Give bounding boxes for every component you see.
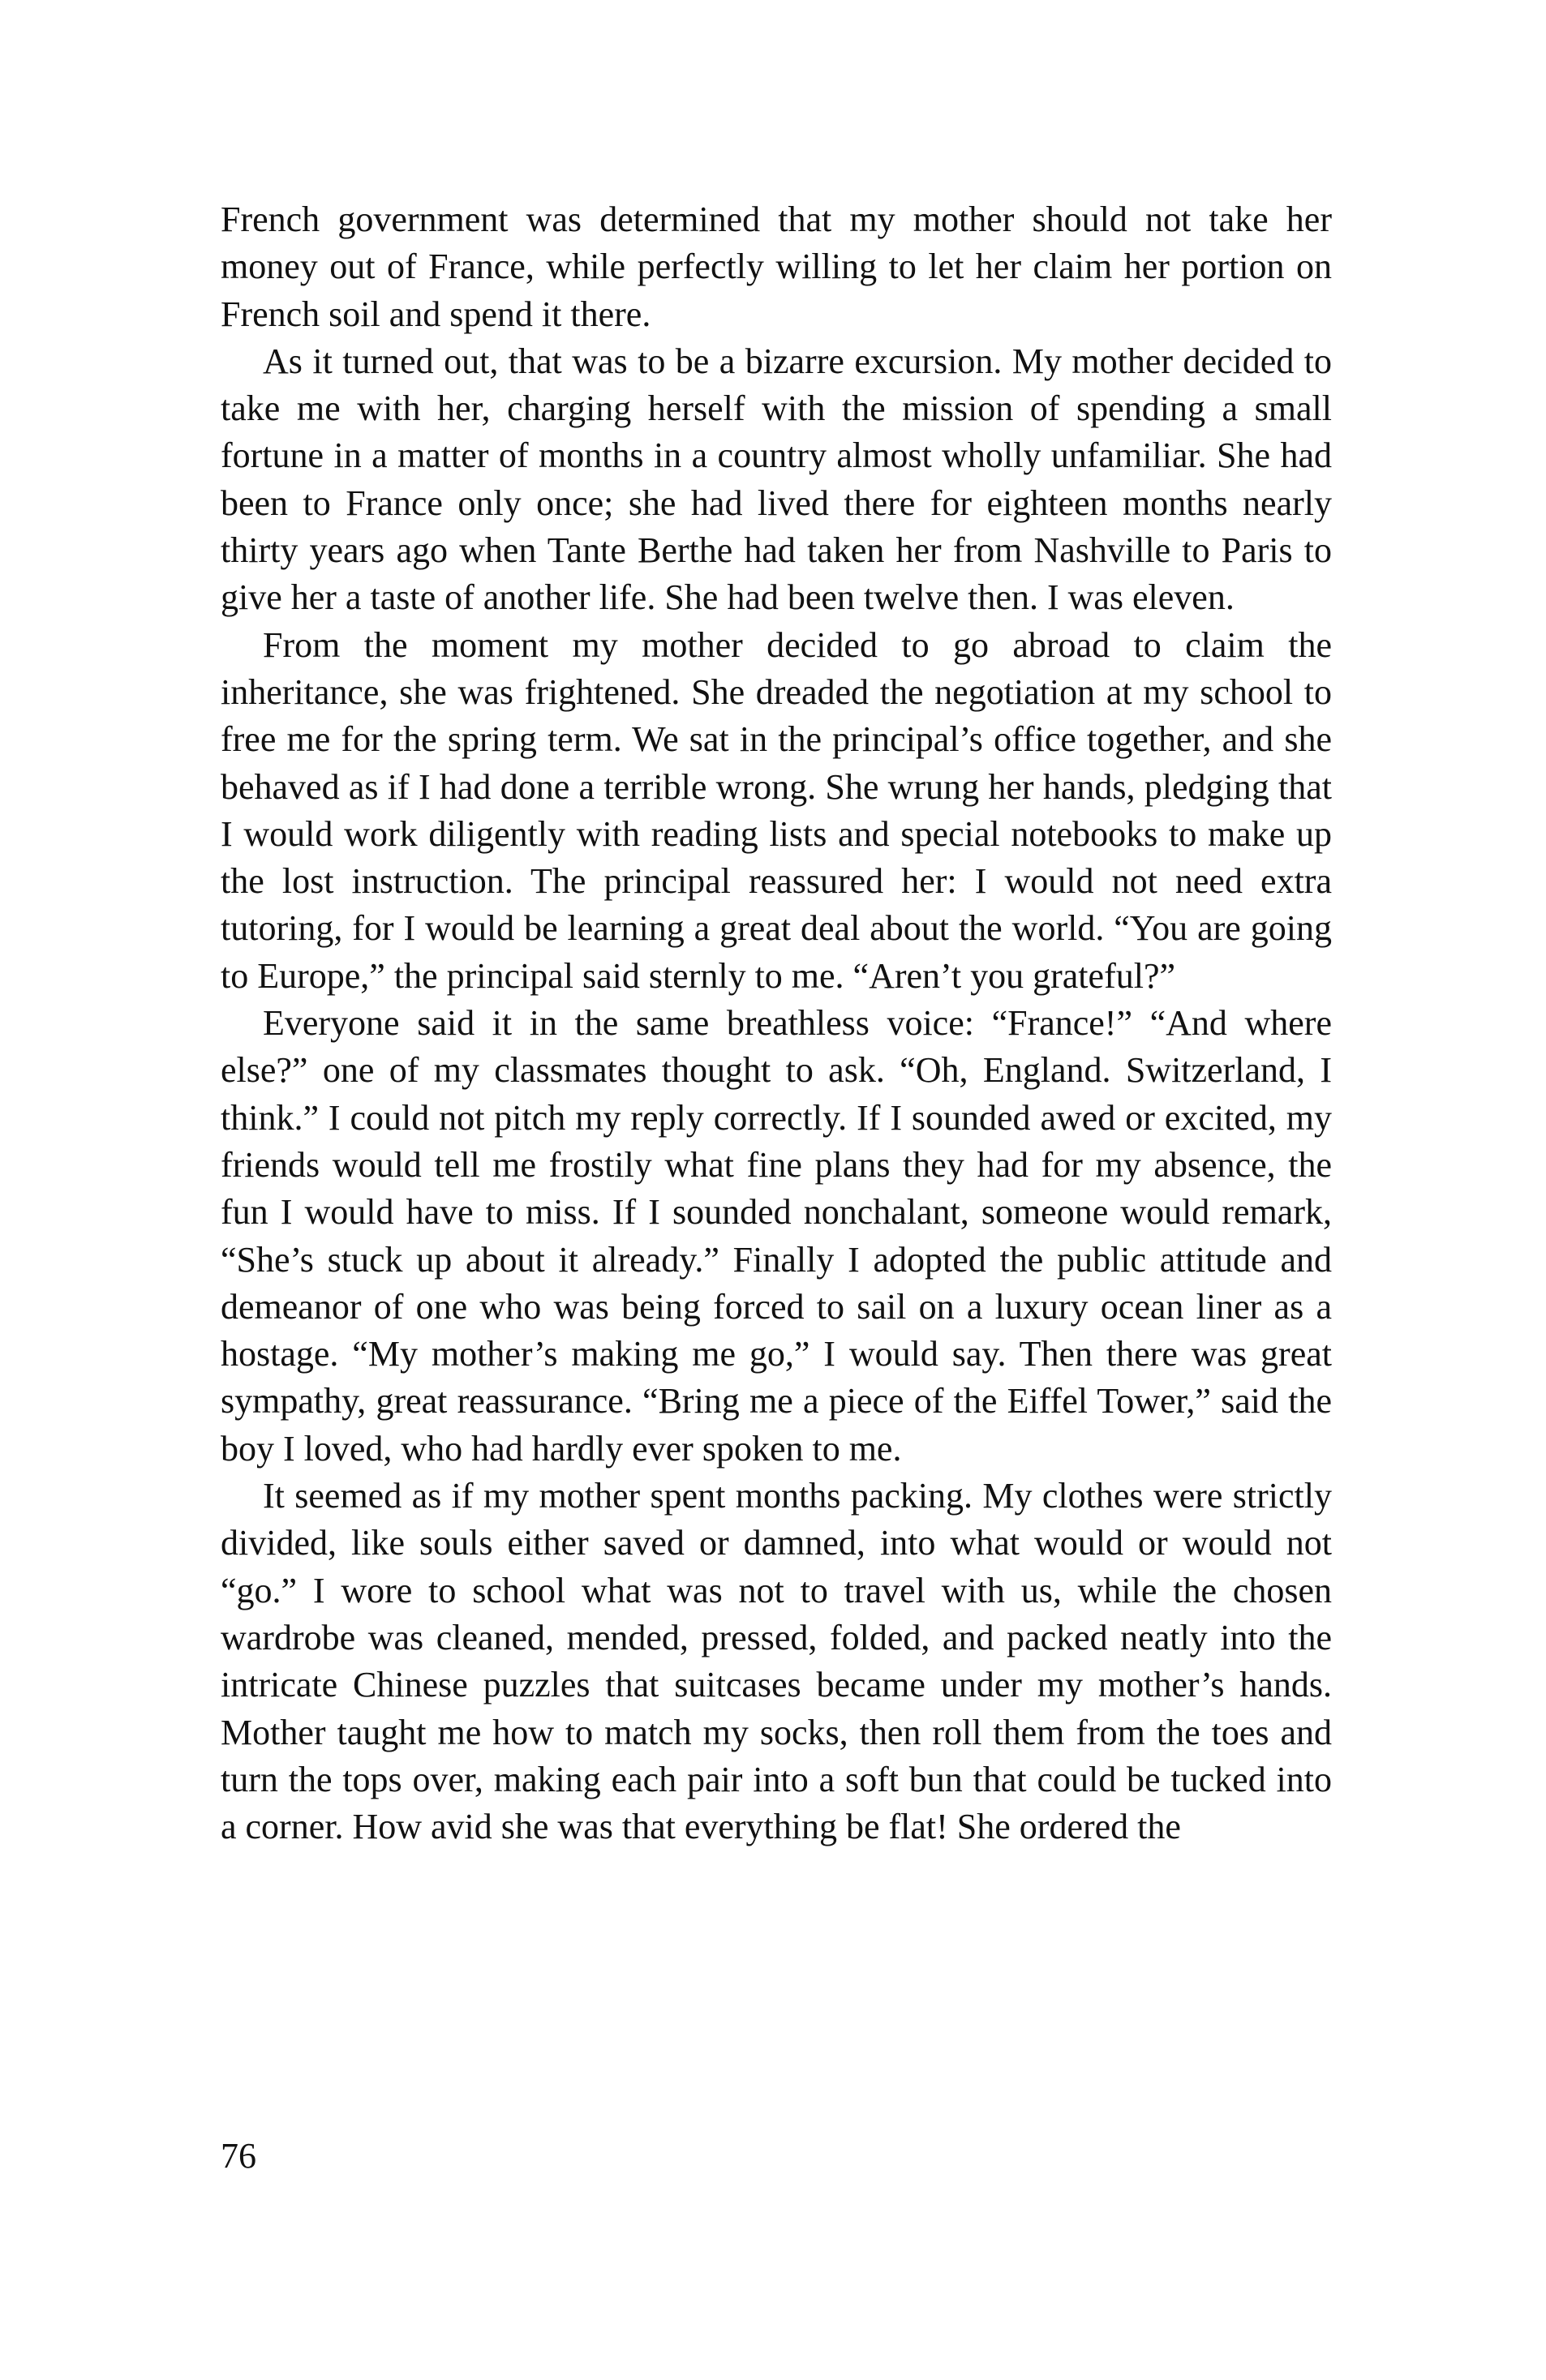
body-text (221, 196, 1332, 1850)
paragraph-5: It seemed as if my mother spent months packing. My clothes were strictly divided, like souls either saved or damned, into what would or would not “go.” I wore to school what was not to travel with us, while the chosen wardrobe was cleaned, mended, pressed, folded, and packed neatly into the intricate Chinese puzzles that suitcases became under my mother’s hands. Mother taught me how to match my socks, then roll them from the toes and turn the tops over, making each pair into a soft bun that could be tucked into a corner. How avid she was that everything be flat! She ordered the (221, 1476, 1332, 1847)
paragraph-3: From the moment my mother decided to go abroad to claim the inheritance, she was frightened. She dreaded the negotiation at my school to free me for the spring term. We sat in the principal’s office together, and she behaved as if I had done a terrible wrong. She wrung her hands, pledging that I would work diligently with reading lists and special notebooks to make up the lost instruction. The principal reassured her: I would not need extra tutoring, for I would be learning a great deal about the world. “You are going to Europe,” the principal said sternly to me. “Aren’t you grateful?” (221, 624, 1332, 996)
page-number: 76 (221, 2136, 256, 2176)
paragraph-4: Everyone said it in the same breathless voice: “France!” “And where else?” one of my classmates thought to ask. “Oh, England. Switzerland, I think.” I could not pitch my reply correctly. If I sounded awed or excited, my friends would tell me frostily what fine plans they had for my absence, the fun I would have to miss. If I sounded nonchalant, someone would remark, “She’s stuck up about it already.” Finally I adopted the public attitude and demeanor of one who was being forced to sail on a luxury ocean liner as a hostage. “My mother’s making me go,” I would say. Then there was great sympathy, great reassurance. “Bring me a piece of the Eiffel Tower,” said the boy I loved, who had hardly ever spoken to me. (221, 1003, 1332, 1469)
paragraph-1: French government was determined that my mother should not take her money out of France, while perfectly willing to let her claim her portion on French soil and spend it there. (221, 199, 1332, 334)
paragraph-2: As it turned out, that was to be a bizarre excursion. My mother decided to take me with her, charging herself with the mission of spending a small fortune in a matter of months in a country almost wholly unfamiliar. She had been to France only once; she had lived there for eighteen months nearly thirty years ago when Tante Berthe had taken her from Nashville to Paris to give her a taste of another life. She had been twelve then. I was eleven. (221, 341, 1332, 618)
